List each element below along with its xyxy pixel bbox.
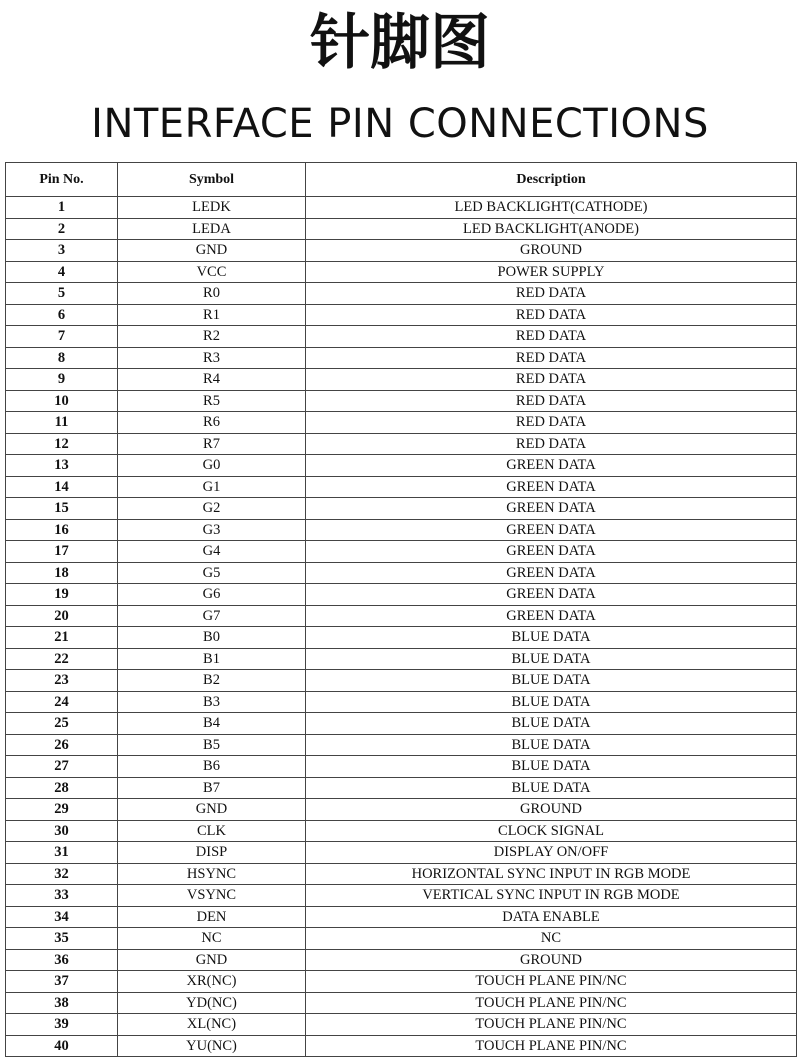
symbol-cell: HSYNC: [118, 863, 306, 885]
pin-table: [5, 162, 797, 1057]
description-cell: BLUE DATA: [306, 648, 797, 670]
description-cell: TOUCH PLANE PIN/NC: [306, 992, 797, 1014]
symbol-cell: B2: [118, 670, 306, 692]
description-cell: GREEN DATA: [306, 541, 797, 563]
pin-number-cell: 38: [6, 992, 118, 1014]
symbol-cell: VCC: [118, 261, 306, 283]
pin-number-cell: 1: [6, 197, 118, 219]
symbol-cell: B3: [118, 691, 306, 713]
symbol-cell: G6: [118, 584, 306, 606]
table-row: [6, 713, 797, 735]
symbol-cell: R1: [118, 304, 306, 326]
description-cell: NC: [306, 928, 797, 950]
description-cell: VERTICAL SYNC INPUT IN RGB MODE: [306, 885, 797, 907]
description-cell: POWER SUPPLY: [306, 261, 797, 283]
pin-number-cell: 17: [6, 541, 118, 563]
table-row: [6, 992, 797, 1014]
pin-number-cell: 24: [6, 691, 118, 713]
table-row: [6, 584, 797, 606]
table-row: [6, 476, 797, 498]
pin-number-cell: 18: [6, 562, 118, 584]
table-row: [6, 648, 797, 670]
table-header: [6, 163, 797, 197]
table-row: [6, 433, 797, 455]
description-cell: DISPLAY ON/OFF: [306, 842, 797, 864]
description-cell: BLUE DATA: [306, 734, 797, 756]
table-row: [6, 691, 797, 713]
table-row: [6, 1014, 797, 1036]
symbol-cell: YD(NC): [118, 992, 306, 1014]
symbol-cell: GND: [118, 799, 306, 821]
description-cell: RED DATA: [306, 390, 797, 412]
table-row: [6, 906, 797, 928]
table-row: [6, 1035, 797, 1057]
description-cell: GREEN DATA: [306, 605, 797, 627]
table-row: [6, 347, 797, 369]
pin-number-cell: 37: [6, 971, 118, 993]
pin-number-cell: 7: [6, 326, 118, 348]
symbol-cell: R0: [118, 283, 306, 305]
table-row: [6, 326, 797, 348]
symbol-cell: B0: [118, 627, 306, 649]
symbol-cell: R7: [118, 433, 306, 455]
symbol-cell: R4: [118, 369, 306, 391]
table-row: [6, 390, 797, 412]
symbol-cell: G7: [118, 605, 306, 627]
symbol-cell: G1: [118, 476, 306, 498]
table-row: [6, 412, 797, 434]
description-cell: GREEN DATA: [306, 476, 797, 498]
description-cell: GREEN DATA: [306, 455, 797, 477]
table-row: [6, 627, 797, 649]
pin-number-cell: 29: [6, 799, 118, 821]
pin-number-cell: 26: [6, 734, 118, 756]
description-cell: RED DATA: [306, 283, 797, 305]
table-row: [6, 928, 797, 950]
symbol-cell: B4: [118, 713, 306, 735]
pin-number-cell: 16: [6, 519, 118, 541]
header-row: [6, 163, 797, 197]
table-row: [6, 777, 797, 799]
pin-number-cell: 3: [6, 240, 118, 262]
pin-number-cell: 8: [6, 347, 118, 369]
description-cell: BLUE DATA: [306, 627, 797, 649]
table-row: [6, 799, 797, 821]
symbol-cell: B7: [118, 777, 306, 799]
description-cell: RED DATA: [306, 369, 797, 391]
table-row: [6, 498, 797, 520]
table-row: [6, 756, 797, 778]
pin-number-cell: 31: [6, 842, 118, 864]
description-cell: TOUCH PLANE PIN/NC: [306, 1035, 797, 1057]
pin-number-cell: 13: [6, 455, 118, 477]
pin-number-cell: 40: [6, 1035, 118, 1057]
description-cell: GREEN DATA: [306, 519, 797, 541]
table-row: [6, 820, 797, 842]
pin-number-cell: 32: [6, 863, 118, 885]
table-row: [6, 605, 797, 627]
pin-number-cell: 22: [6, 648, 118, 670]
description-cell: BLUE DATA: [306, 670, 797, 692]
description-cell: RED DATA: [306, 347, 797, 369]
description-cell: GROUND: [306, 799, 797, 821]
description-cell: LED BACKLIGHT(CATHODE): [306, 197, 797, 219]
table-row: [6, 734, 797, 756]
table-row: [6, 240, 797, 262]
symbol-cell: G3: [118, 519, 306, 541]
description-cell: RED DATA: [306, 304, 797, 326]
pin-number-cell: 19: [6, 584, 118, 606]
description-cell: BLUE DATA: [306, 777, 797, 799]
pin-number-cell: 34: [6, 906, 118, 928]
symbol-cell: B5: [118, 734, 306, 756]
description-cell: BLUE DATA: [306, 756, 797, 778]
symbol-cell: R3: [118, 347, 306, 369]
description-cell: TOUCH PLANE PIN/NC: [306, 971, 797, 993]
symbol-cell: LEDA: [118, 218, 306, 240]
table-row: [6, 562, 797, 584]
description-cell: GROUND: [306, 240, 797, 262]
symbol-cell: DISP: [118, 842, 306, 864]
pin-number-cell: 35: [6, 928, 118, 950]
symbol-cell: R2: [118, 326, 306, 348]
symbol-cell: CLK: [118, 820, 306, 842]
symbol-cell: G4: [118, 541, 306, 563]
symbol-cell: GND: [118, 240, 306, 262]
symbol-cell: YU(NC): [118, 1035, 306, 1057]
table-row: [6, 670, 797, 692]
description-cell: GROUND: [306, 949, 797, 971]
symbol-cell: G0: [118, 455, 306, 477]
symbol-cell: NC: [118, 928, 306, 950]
description-cell: RED DATA: [306, 433, 797, 455]
description-cell: HORIZONTAL SYNC INPUT IN RGB MODE: [306, 863, 797, 885]
pin-number-cell: 4: [6, 261, 118, 283]
symbol-cell: LEDK: [118, 197, 306, 219]
table-row: [6, 519, 797, 541]
symbol-cell: B1: [118, 648, 306, 670]
page-title-chinese: 针脚图: [310, 8, 490, 78]
table-row: [6, 949, 797, 971]
pin-number-cell: 33: [6, 885, 118, 907]
description-cell: GREEN DATA: [306, 498, 797, 520]
description-cell: GREEN DATA: [306, 584, 797, 606]
page-title: INTERFACE PIN CONNECTIONS: [91, 101, 709, 147]
header-symbol: Symbol: [118, 163, 306, 197]
table-row: [6, 971, 797, 993]
header-pin-no: Pin No.: [6, 163, 118, 197]
symbol-cell: DEN: [118, 906, 306, 928]
pin-number-cell: 20: [6, 605, 118, 627]
description-cell: DATA ENABLE: [306, 906, 797, 928]
table-row: [6, 218, 797, 240]
description-cell: CLOCK SIGNAL: [306, 820, 797, 842]
pin-number-cell: 21: [6, 627, 118, 649]
symbol-cell: R5: [118, 390, 306, 412]
pin-number-cell: 15: [6, 498, 118, 520]
table-row: [6, 283, 797, 305]
pin-number-cell: 36: [6, 949, 118, 971]
table-row: [6, 304, 797, 326]
symbol-cell: GND: [118, 949, 306, 971]
symbol-cell: XL(NC): [118, 1014, 306, 1036]
table-row: [6, 541, 797, 563]
pin-number-cell: 9: [6, 369, 118, 391]
table-row: [6, 455, 797, 477]
symbol-cell: G2: [118, 498, 306, 520]
description-cell: GREEN DATA: [306, 562, 797, 584]
pin-number-cell: 2: [6, 218, 118, 240]
description-cell: BLUE DATA: [306, 691, 797, 713]
description-cell: RED DATA: [306, 412, 797, 434]
pin-number-cell: 27: [6, 756, 118, 778]
table-row: [6, 842, 797, 864]
description-cell: BLUE DATA: [306, 713, 797, 735]
header-description: Description: [306, 163, 797, 197]
pin-number-cell: 23: [6, 670, 118, 692]
symbol-cell: VSYNC: [118, 885, 306, 907]
symbol-cell: G5: [118, 562, 306, 584]
symbol-cell: B6: [118, 756, 306, 778]
symbol-cell: XR(NC): [118, 971, 306, 993]
pin-number-cell: 30: [6, 820, 118, 842]
pin-number-cell: 6: [6, 304, 118, 326]
pin-number-cell: 14: [6, 476, 118, 498]
pin-number-cell: 28: [6, 777, 118, 799]
pin-number-cell: 11: [6, 412, 118, 434]
description-cell: LED BACKLIGHT(ANODE): [306, 218, 797, 240]
pin-number-cell: 12: [6, 433, 118, 455]
symbol-cell: R6: [118, 412, 306, 434]
table-row: [6, 863, 797, 885]
pin-number-cell: 39: [6, 1014, 118, 1036]
table-row: [6, 885, 797, 907]
table-body: [6, 197, 797, 1057]
pin-number-cell: 10: [6, 390, 118, 412]
table-row: [6, 369, 797, 391]
table-row: [6, 261, 797, 283]
pin-number-cell: 25: [6, 713, 118, 735]
pin-number-cell: 5: [6, 283, 118, 305]
description-cell: RED DATA: [306, 326, 797, 348]
table-row: [6, 197, 797, 219]
description-cell: TOUCH PLANE PIN/NC: [306, 1014, 797, 1036]
